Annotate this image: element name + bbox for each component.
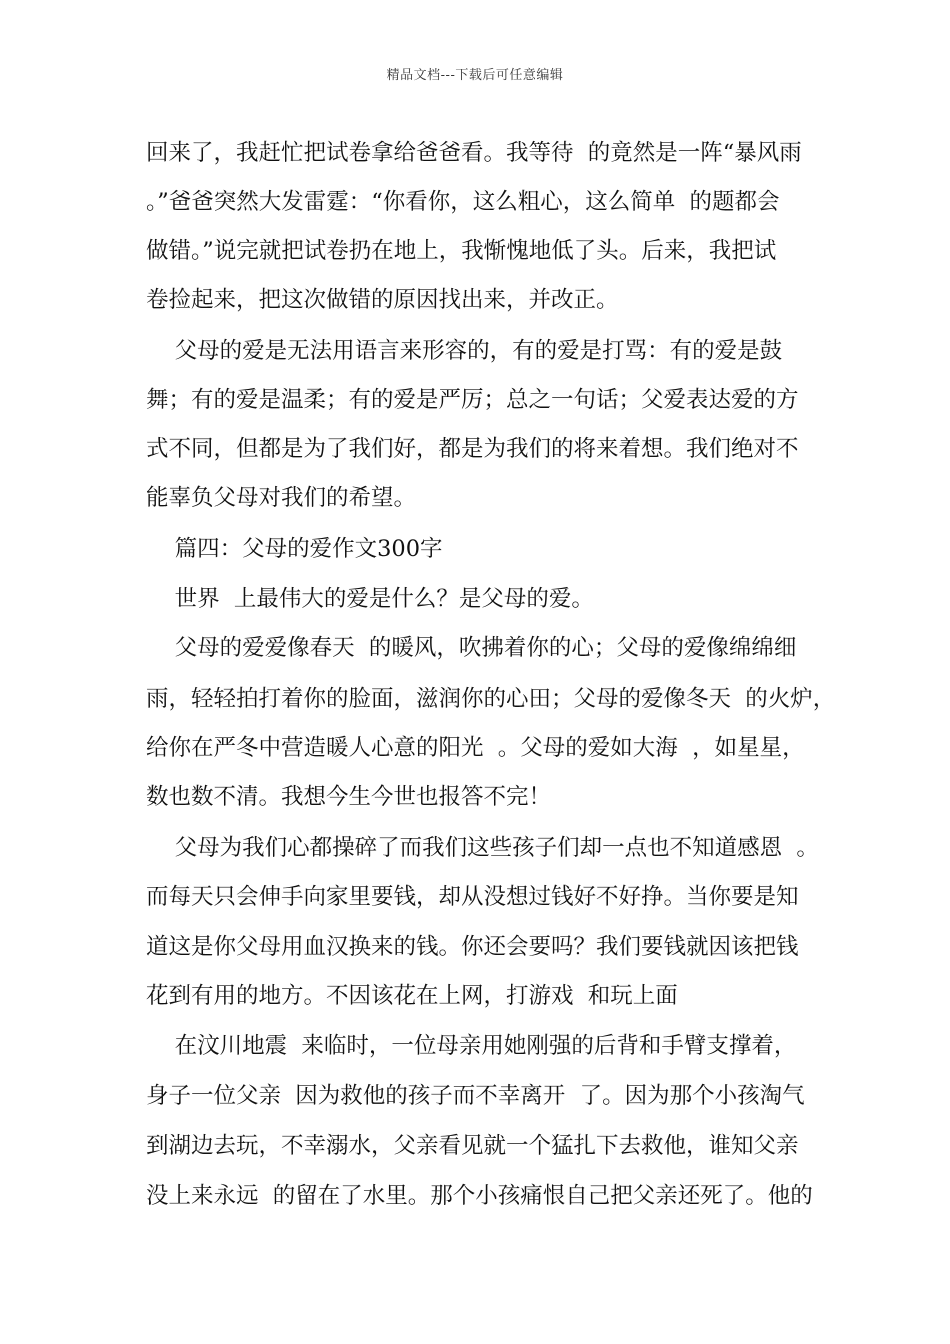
body-line: 式不同，但都是为了我们好，都是为我们的将来着想。我们绝对不 xyxy=(146,436,799,462)
body-line: 舞；有的爱是温柔；有的爱是严厉；总之一句话；父爱表达爱的方 xyxy=(146,387,799,413)
body-line: 回来了，我赶忙把试卷拿给爸爸看。我等待 的竟然是一阵“暴风雨 xyxy=(146,140,802,166)
body-line: 花到有用的地方。不因该花在上网，打游戏 和玩上面 xyxy=(146,983,678,1009)
body-line: 到湖边去玩，不幸溺水，父亲看见就一个猛扎下去救他，谁知父亲 xyxy=(146,1133,799,1159)
body-line: 而每天只会伸手向家里要钱，却从没想过钱好不好挣。当你要是知 xyxy=(146,884,799,910)
body-line: 父母的爱是无法用语言来形容的，有的爱是打骂：有的爱是鼓 xyxy=(146,338,783,364)
body-line: 做错。”说完就把试卷扔在地上，我惭愧地低了头。后来，我把试 xyxy=(146,238,777,264)
page-header: 精品文档---下载后可任意编辑 xyxy=(386,68,564,83)
body-line: 给你在严冬中营造暖人心意的阳光 。父母的爱如大海 ，如星星， xyxy=(146,735,805,761)
body-line: 能辜负父母对我们的希望。 xyxy=(146,485,417,511)
body-line: 父母的爱爱像春天 的暖风，吹拂着你的心；父母的爱像绵绵细 xyxy=(146,635,797,661)
body-line: 身子一位父亲 因为救他的孩子而不幸离开 了。因为那个小孩淘气 xyxy=(146,1083,805,1109)
body-line: 。”爸爸突然大发雷霆：“你看你，这么粗心，这么简单 的题都会 xyxy=(146,189,780,215)
section-heading: 篇四：父母的爱作文300字 xyxy=(146,536,443,562)
body-line: 雨，轻轻拍打着你的脸面，滋润你的心田；父母的爱像冬天 的火炉， xyxy=(146,686,836,712)
body-line: 没上来永远 的留在了水里。那个小孩痛恨自己把父亲还死了。他的 xyxy=(146,1183,813,1209)
body-line: 数也数不清。我想今生今世也报答不完！ xyxy=(146,784,552,810)
body-line: 卷捡起来，把这次做错的原因找出来，并改正。 xyxy=(146,287,619,313)
body-line: 在汶川地震 来临时，一位母亲用她刚强的后背和手臂支撑着， xyxy=(146,1033,797,1059)
body-line: 道这是你父母用血汉换来的钱。你还会要吗？我们要钱就因该把钱 xyxy=(146,934,799,960)
body-line: 世界 上最伟大的爱是什么？是父母的爱。 xyxy=(146,586,594,612)
body-line: 父母为我们心都操碎了而我们这些孩子们却一点也不知道感恩 。 xyxy=(146,835,819,861)
